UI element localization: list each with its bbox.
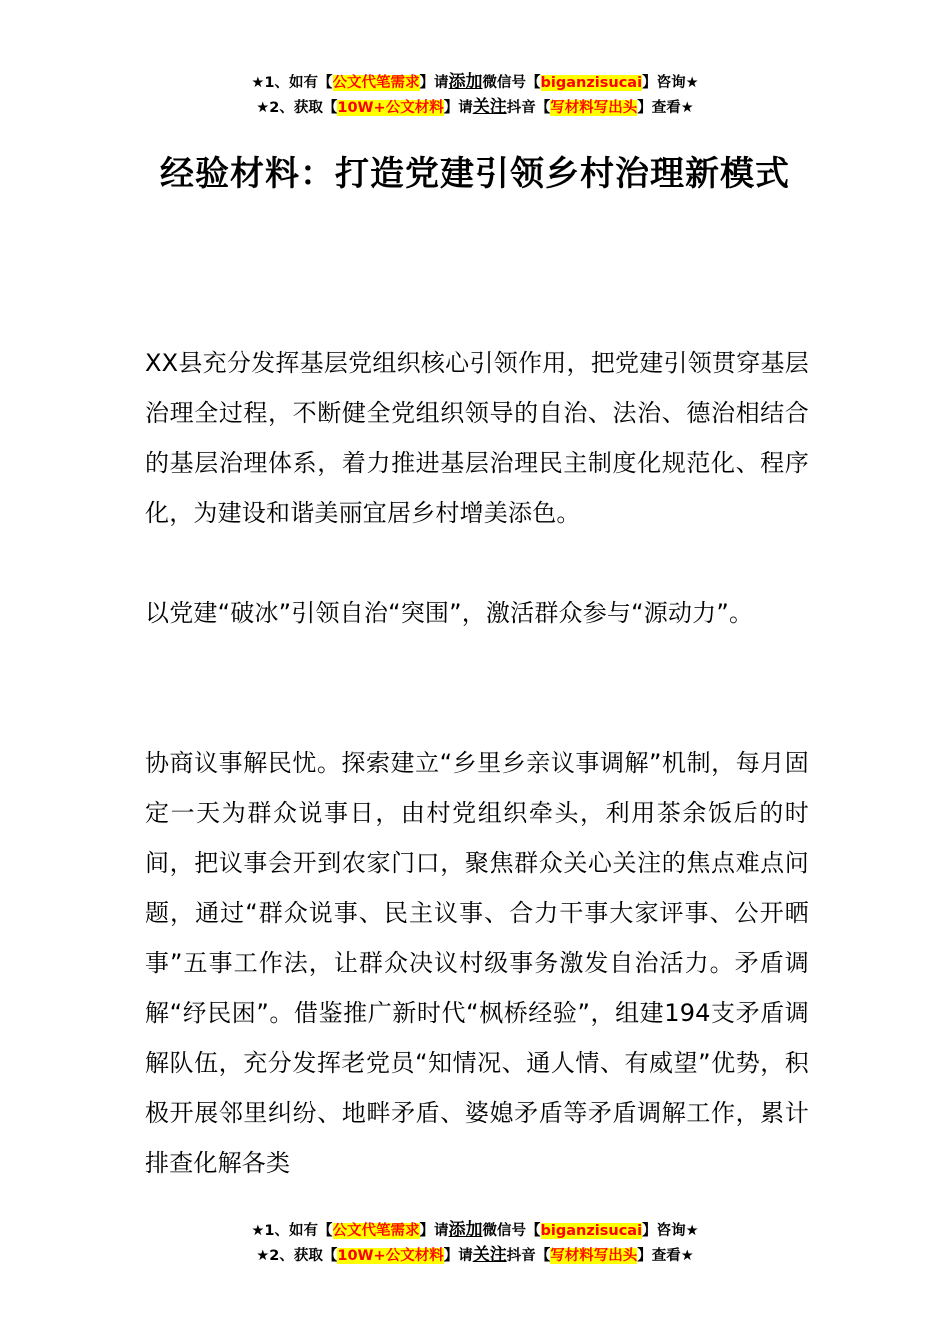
header-banner	[0, 70, 950, 120]
footer-line-2-mid2: 抖音【	[506, 1248, 551, 1264]
banner-emphasis-add: 添加	[448, 72, 483, 92]
body-paragraph-1	[145, 338, 809, 538]
footer-line-1-post: 】咨询★	[642, 1223, 699, 1239]
body-paragraph-3	[145, 738, 809, 1188]
footer-line-2-pre: ★2、获取【	[256, 1248, 338, 1264]
footer-line-2-post: 】查看★	[637, 1248, 694, 1264]
footer-highlight-service: 公文代笔需求	[332, 1223, 420, 1239]
banner-highlight-douyin: 写材料写出头	[550, 100, 638, 116]
footer-line-1-mid2: 微信号【	[482, 1223, 541, 1239]
paragraph-text: 以党建“破冰”引领自治“突围”，激活群众参与“源动力”。	[145, 599, 754, 627]
banner-highlight-service: 公文代笔需求	[332, 75, 420, 91]
paragraph-text: 协商议事解民忧。探索建立“乡里乡亲议事调解”机制，每月固定一天为群众说事日，由村党组织牵头，利用茶余饭后的时间，把议事会开到农家门口，聚焦群众关心关注的焦点难点问题，通过“群众说事、民主议事、合力干事大家评事、公开晒事”五事工作法，让群众决议村级事务激发自治活力。矛盾调解“纾民困”。借鉴推广新时代“枫桥经验”，组建194支矛盾调解队伍，充分发挥老党员“知情况、通人情、有威望”优势，积极开展邻里纠纷、地畔矛盾、婆媳矛盾等矛盾调解工作，累计排查化解各类	[145, 749, 809, 1177]
banner-highlight-materials: 10W+公文材料	[337, 100, 444, 116]
footer-line-2-mid: 】请	[443, 1248, 473, 1264]
banner-line-1	[0, 70, 950, 95]
footer-highlight-materials: 10W+公文材料	[337, 1248, 444, 1264]
footer-banner-line-2	[0, 1243, 950, 1268]
footer-line-1-pre: ★1、如有【	[251, 1223, 333, 1239]
banner-highlight-wechat-id: biganzisucai	[540, 75, 643, 91]
banner-line-1-mid2: 微信号【	[482, 75, 541, 91]
body-paragraph-2	[145, 588, 809, 638]
footer-highlight-douyin: 写材料写出头	[550, 1248, 638, 1264]
footer-banner	[0, 1218, 950, 1268]
footer-banner-line-1	[0, 1218, 950, 1243]
banner-line-2-pre: ★2、获取【	[256, 100, 338, 116]
banner-line-2	[0, 95, 950, 120]
document-title: 经验材料：打造党建引领乡村治理新模式	[160, 154, 790, 194]
banner-emphasis-follow: 关注	[472, 97, 507, 117]
banner-line-2-mid2: 抖音【	[506, 100, 551, 116]
footer-line-1-mid: 】请	[419, 1223, 449, 1239]
footer-highlight-wechat-id: biganzisucai	[540, 1223, 643, 1239]
banner-line-2-mid: 】请	[443, 100, 473, 116]
footer-emphasis-follow: 关注	[472, 1245, 507, 1265]
banner-line-1-mid: 】请	[419, 75, 449, 91]
banner-line-1-pre: ★1、如有【	[251, 75, 333, 91]
banner-line-1-post: 】咨询★	[642, 75, 699, 91]
banner-line-2-post: 】查看★	[637, 100, 694, 116]
paragraph-text: XX县充分发挥基层党组织核心引领作用，把党建引领贯穿基层治理全过程，不断健全党组织领导的自治、法治、德治相结合的基层治理体系，着力推进基层治理民主制度化规范化、程序化，为建设和谐美丽宜居乡村增美添色。	[145, 349, 809, 527]
footer-emphasis-add: 添加	[448, 1220, 483, 1240]
